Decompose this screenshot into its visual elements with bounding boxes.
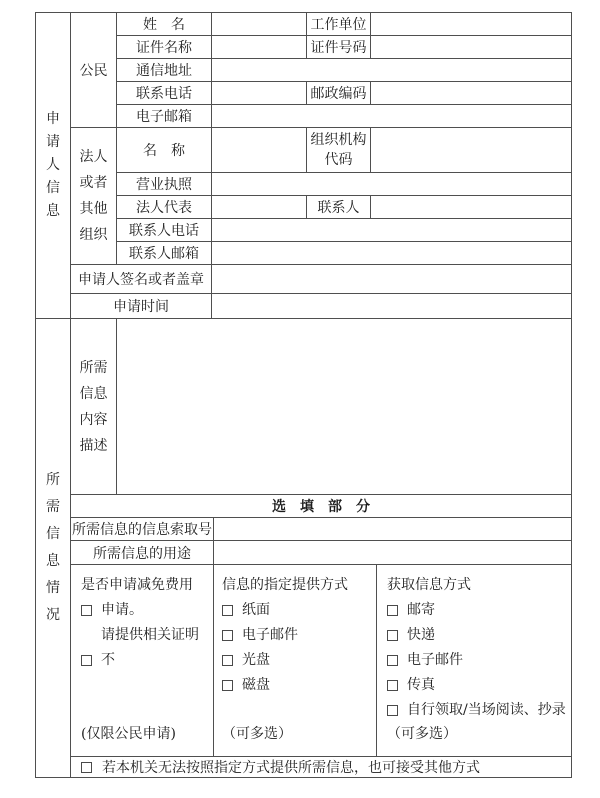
contact-person-input-cell[interactable]	[371, 196, 572, 219]
other-method-cell	[71, 757, 572, 778]
obtain-method-option-email[interactable]	[387, 648, 463, 673]
provide-method-title: 信息的指定提供方式	[222, 577, 348, 593]
contact-phone-input-cell[interactable]	[212, 219, 572, 242]
description-label: 所需信息内容描述	[71, 319, 117, 495]
signature-label: 申请人签名或者盖章	[71, 265, 212, 294]
org-name-label: 名 称	[117, 128, 212, 173]
index-number-input-cell[interactable]	[214, 518, 572, 541]
cd-checkbox[interactable]	[222, 655, 233, 666]
obtain-method-footnote: （可多选）	[387, 726, 457, 742]
purpose-input-cell[interactable]	[214, 541, 572, 565]
obtain-email-label: 电子邮件	[407, 652, 463, 668]
email-input-cell[interactable]	[212, 105, 572, 128]
index-number-label: 所需信息的信息索取号	[71, 518, 214, 541]
fee-waiver-apply-checkbox[interactable]	[81, 605, 92, 616]
fee-waiver-apply-label: 申请。	[101, 602, 143, 618]
applicant-section-side-label: 申请人信息	[36, 13, 71, 319]
provide-method-option-paper[interactable]	[222, 598, 270, 623]
provide-method-option-email[interactable]	[222, 623, 298, 648]
work-unit-label: 工作单位	[307, 13, 371, 36]
other-method-checkbox[interactable]	[81, 762, 92, 773]
email-label: 电子邮箱	[117, 105, 212, 128]
obtain-method-title: 获取信息方式	[387, 577, 471, 593]
self-pickup-label: 自行领取/当场阅读、抄录	[407, 702, 566, 718]
self-pickup-checkbox[interactable]	[387, 705, 398, 716]
organization-group-label: 法人或者其他组织	[71, 128, 117, 265]
legal-rep-label: 法人代表	[117, 196, 212, 219]
mail-address-label: 通信地址	[117, 59, 212, 82]
apply-time-input-cell[interactable]	[212, 294, 572, 319]
fax-label: 传真	[407, 677, 435, 693]
contact-phone-label: 联系人电话	[117, 219, 212, 242]
provide-method-option-cd[interactable]	[222, 648, 270, 673]
cert-number-input-cell[interactable]	[371, 36, 572, 59]
signature-input-cell[interactable]	[212, 265, 572, 294]
fee-waiver-proof-note: 请提供相关证明	[101, 627, 199, 643]
other-method-note: 若本机关无法按照指定方式提供所需信息，也可接受其他方式	[102, 760, 480, 776]
mail-label: 邮寄	[407, 602, 435, 618]
postal-code-input-cell[interactable]	[371, 82, 572, 105]
work-unit-input-cell[interactable]	[371, 13, 572, 36]
fee-waiver-option-apply[interactable]	[81, 598, 143, 623]
postal-code-label: 邮政编码	[307, 82, 371, 105]
legal-rep-input-cell[interactable]	[212, 196, 307, 219]
provide-email-label: 电子邮件	[242, 627, 298, 643]
applicant-info-section	[35, 12, 572, 319]
apply-time-label: 申请时间	[71, 294, 212, 319]
fee-waiver-title: 是否申请减免费用	[81, 577, 193, 593]
obtain-method-cell	[377, 565, 572, 757]
contact-email-label: 联系人邮箱	[117, 242, 212, 265]
obtain-method-option-express[interactable]	[387, 623, 435, 648]
required-info-side-label: 所需信息情况	[36, 319, 71, 778]
description-input-cell[interactable]	[117, 319, 572, 495]
fee-waiver-no-label: 不	[101, 652, 115, 668]
purpose-label: 所需信息的用途	[71, 541, 214, 565]
express-label: 快递	[407, 627, 435, 643]
provide-method-cell	[214, 565, 377, 757]
fee-waiver-option-no[interactable]	[81, 648, 115, 673]
express-checkbox[interactable]	[387, 630, 398, 641]
obtain-method-option-mail[interactable]	[387, 598, 435, 623]
cd-label: 光盘	[242, 652, 270, 668]
cert-number-label: 证件号码	[307, 36, 371, 59]
org-code-label: 组织机构代码	[307, 128, 371, 173]
org-code-input-cell[interactable]	[371, 128, 572, 173]
mail-address-input-cell[interactable]	[212, 59, 572, 82]
required-info-section	[35, 318, 572, 778]
fee-waiver-footnote: (仅限公民申请)	[81, 726, 176, 742]
business-license-input-cell[interactable]	[212, 173, 572, 196]
paper-label: 纸面	[242, 602, 270, 618]
business-license-label: 营业执照	[117, 173, 212, 196]
fee-waiver-cell	[71, 565, 214, 757]
fee-waiver-no-checkbox[interactable]	[81, 655, 92, 666]
disk-label: 磁盘	[242, 677, 270, 693]
provide-method-option-disk[interactable]	[222, 673, 270, 698]
contact-email-input-cell[interactable]	[212, 242, 572, 265]
mail-checkbox[interactable]	[387, 605, 398, 616]
obtain-method-option-fax[interactable]	[387, 673, 435, 698]
name-label: 姓 名	[117, 13, 212, 36]
cert-name-label: 证件名称	[117, 36, 212, 59]
paper-checkbox[interactable]	[222, 605, 233, 616]
cert-name-input-cell[interactable]	[212, 36, 307, 59]
phone-input-cell[interactable]	[212, 82, 307, 105]
obtain-method-option-self-pickup[interactable]	[387, 698, 566, 723]
fax-checkbox[interactable]	[387, 680, 398, 691]
form-table	[35, 12, 572, 778]
citizen-group-label: 公民	[71, 13, 117, 128]
provide-email-checkbox[interactable]	[222, 630, 233, 641]
contact-person-label: 联系人	[307, 196, 371, 219]
disk-checkbox[interactable]	[222, 680, 233, 691]
optional-section-header: 选 填 部 分	[71, 495, 572, 518]
provide-method-footnote: （可多选）	[222, 726, 292, 742]
phone-label: 联系电话	[117, 82, 212, 105]
obtain-email-checkbox[interactable]	[387, 655, 398, 666]
org-name-input-cell[interactable]	[212, 128, 307, 173]
name-input-cell[interactable]	[212, 13, 307, 36]
